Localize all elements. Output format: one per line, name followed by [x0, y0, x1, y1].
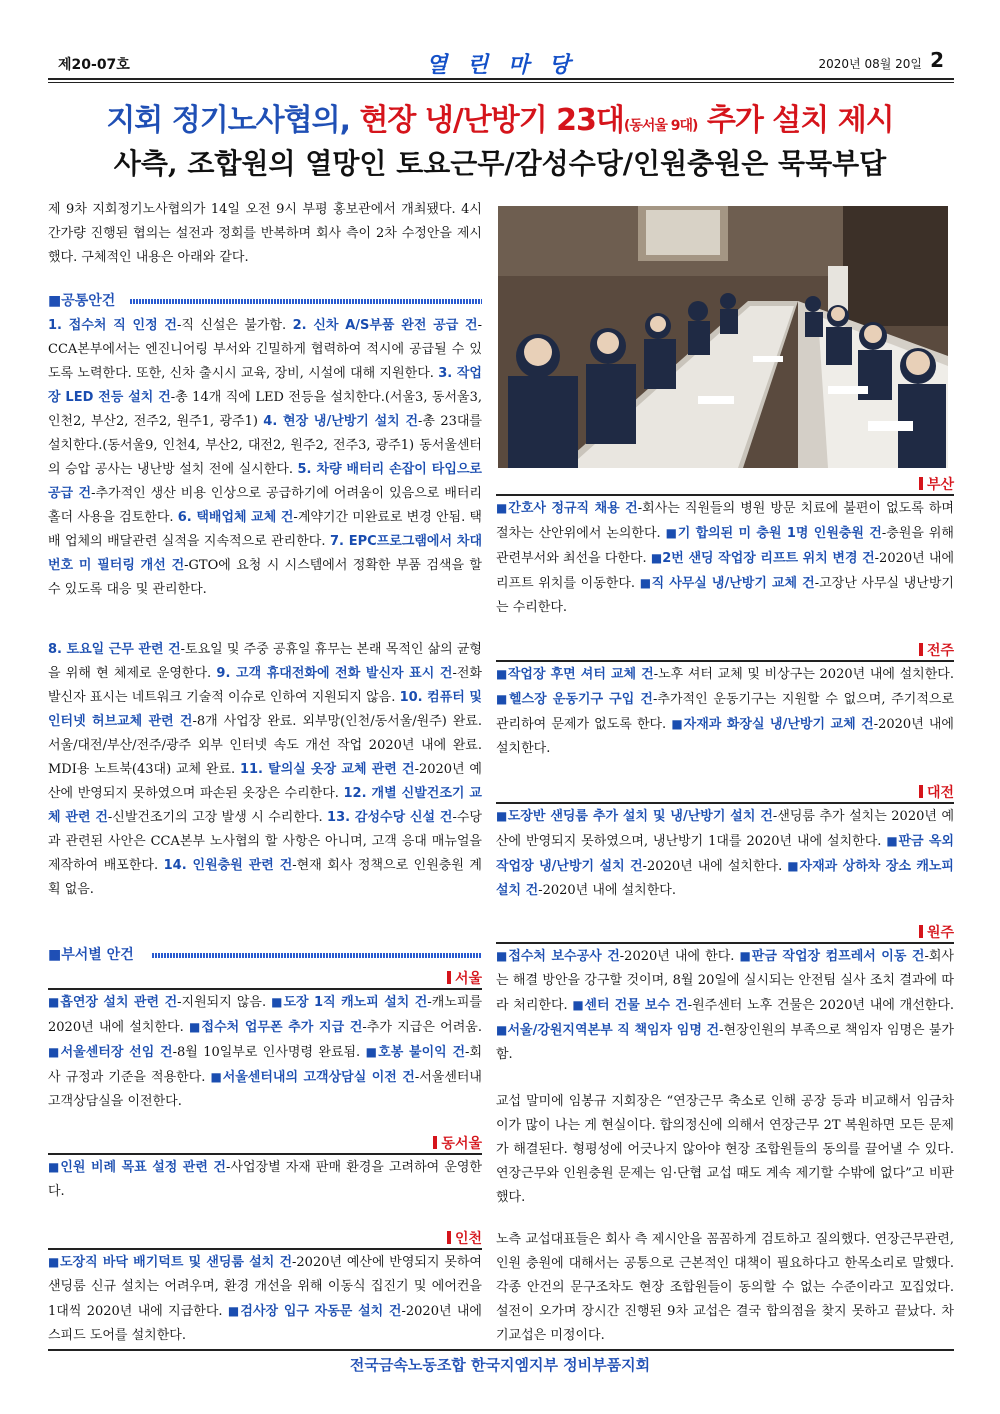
- bullet-square-icon: ■: [48, 1160, 61, 1174]
- region-tag-busan: [846, 474, 954, 494]
- agenda-item-body: -신발건조기의 고장 발생 시 수리한다.: [107, 810, 328, 825]
- common-heading-text: ■공통안건: [48, 293, 116, 309]
- meeting-photo: [498, 206, 948, 468]
- agenda-item-title: 흡연장 설치 관련 건: [60, 995, 178, 1010]
- agenda-item-title: 5. 차량 배터리 손잡이 타입으로 공급 건: [48, 462, 482, 501]
- agenda-item-body: -서울센터내 고객상담실을 이전한다.: [48, 1070, 482, 1109]
- agenda-item-body: -계약기간 미완료로 변경 안됨. 택배 업체의 배달관련 실적을 지속적으로 관리한다.: [48, 510, 482, 549]
- section-bar: [152, 953, 482, 958]
- agenda-paragraph: [48, 638, 482, 902]
- region-label: 서울: [454, 971, 482, 987]
- footer-union-name: 전국금속노동조합 한국지엠지부 정비부품지회: [349, 1356, 651, 1374]
- agenda-item-body: -현재 회사 정책으로 인원충원 계획 없음.: [48, 858, 482, 897]
- region-marker: [919, 925, 923, 938]
- agenda-item-title: 4. 현장 냉/난방기 설치 건: [263, 414, 419, 429]
- agenda-item-title: 10. 컴퓨터 및 인터넷 허브교체 관련 건: [48, 690, 482, 729]
- closing-paragraph-2: [496, 1228, 954, 1348]
- issue-date: 2020년 08월 20일: [818, 57, 922, 71]
- bullet-square-icon: ■: [365, 1045, 379, 1059]
- bullet-square-icon: ■: [48, 1045, 61, 1059]
- page-number: 2: [930, 48, 944, 72]
- bullet-square-icon: ■: [639, 576, 652, 590]
- headline: [40, 95, 960, 139]
- agenda-item-body: -추가적인 생산 비용 인상으로 공급하기에 어려움이 있음으로 배터리 홀더 사용을 검토한다.: [48, 486, 482, 525]
- region-marker: [919, 477, 923, 490]
- agenda-item-title: 도장반 샌딩룸 추가 설치 및 냉/난방기 설치 건: [507, 809, 773, 824]
- bullet-square-icon: ■: [496, 1023, 508, 1037]
- agenda-item-body: -노후 셔터 교체 및 비상구는 2020년 내에 설치한다.: [653, 667, 954, 682]
- agenda-item-body: -현장인원의 부족으로 책임자 임명은 불가함.: [496, 1023, 954, 1062]
- bullet-square-icon: ■: [48, 1255, 60, 1269]
- region-marker: [919, 643, 923, 656]
- agenda-item-title: 14. 인원충원 관련 건: [163, 858, 293, 873]
- bullet-square-icon: ■: [189, 1020, 202, 1034]
- agenda-item-body: -CCA본부에서는 엔진니어링 부서와 긴밀하게 협력하여 적시에 공급될 수 있도록 노력한다. 또한, 신차 출시시 교육, 장비, 시설에 대해 지원한다.: [48, 318, 483, 381]
- region-label: 동서울: [441, 1136, 482, 1152]
- agenda-item-title: 3. 작업장 LED 전등 설치 건: [48, 366, 482, 405]
- closing-paragraph-1: [496, 1090, 954, 1210]
- bullet-square-icon: ■: [886, 834, 899, 848]
- dept-section-heading: [48, 944, 482, 964]
- agenda-item-title: 자재과 상하차 장소 캐노피 설치 건: [496, 859, 954, 898]
- region-label: 전주: [926, 643, 954, 659]
- closing-text-2: 노측 교섭대표들은 회사 측 제시안을 꼼꼼하게 검토하고 질의했다. 연장근무관련, 인원 충원에 대해서는 공통으로 근본적인 대책이 필요하다고 한목소리로 말했다. 각종 안건의 문구조차도 현장 조합원들이 동의할 수 없는 수준이라고 꼬집었다. 설전이 오가며 장시간 진행된 9차 교섭은 결국 합의점을 찾지 못하고 끝났다. 차기교섭은 미정이다.: [496, 1232, 954, 1343]
- agenda-item-title: 11. 탈의실 옷장 교체 관련 건: [239, 762, 415, 777]
- agenda-paragraph: [496, 804, 954, 903]
- agenda-item-title: 헬스장 운동기구 구입 건: [508, 692, 653, 707]
- header-divider: [48, 78, 954, 80]
- headline-part1: 지회 정기노사협의,: [106, 103, 360, 138]
- agenda-item-title: 서울/강원지역본부 직 책임자 임명 건: [507, 1023, 720, 1038]
- incheon-items: [48, 1250, 482, 1348]
- region-tag-daejeon: [846, 782, 954, 802]
- agenda-item-body: -8개 사업장 완료. 외부망(인천/동서울/원주) 완료. 서울/대전/부산/전주/광주 외부 인터넷 속도 개선 작업 2020년 내에 완료. MDI용 노트북(43대) 교체 완료.: [48, 714, 482, 777]
- meeting-photo-illustration: [498, 206, 948, 468]
- region-label: 부산: [926, 477, 954, 493]
- agenda-item-title: 접수처 업무폰 추가 지급 건: [201, 1020, 363, 1035]
- agenda-item-title: 2번 샌딩 작업장 리프트 위치 변경 건: [662, 551, 875, 566]
- bullet-square-icon: ■: [271, 995, 284, 1009]
- agenda-item-title: 서울센터장 선임 건: [60, 1045, 173, 1060]
- agenda-item-body: -전화 발신자 표시는 네트워크 기술적 이슈로 인하여 지원되지 않음.: [48, 666, 482, 705]
- agenda-item-title: 도장 1직 캐노피 설치 건: [283, 995, 428, 1010]
- agenda-item-title: 호봉 불이익 건: [378, 1045, 466, 1060]
- region-tag-wonju: [846, 922, 954, 942]
- agenda-item-body: -8월 10일부로 인사명령 완료됨.: [172, 1045, 366, 1060]
- agenda-item-title: 인원 비례 목표 설정 관련 건: [60, 1160, 226, 1175]
- agenda-item-body: -지원되지 않음.: [177, 995, 272, 1010]
- bullet-square-icon: ■: [572, 998, 585, 1012]
- region-marker: [919, 785, 923, 798]
- agenda-item-body: -추가적인 운동기구는 지원할 수 없으며, 주기적으로 관리하여 문제가 없도록 한다.: [496, 692, 955, 732]
- agenda-item-title: 7. EPC프로그램에서 차대번호 미 필터링 개선 건: [48, 534, 482, 573]
- bullet-square-icon: ■: [496, 501, 509, 515]
- issue-number: 제20-07호: [58, 57, 130, 73]
- region-tag-jeonju: [846, 640, 954, 660]
- agenda-item-body: -2020년 예산에 반영되지 못하여 샌딩룸 신규 설치는 어려우며, 환경 개선을 위해 이동식 집진기 및 에어컨을 1대씩 2020년 내에 지급한다.: [48, 1255, 482, 1319]
- agenda-item-title: 검사장 입구 자동문 설치 건: [240, 1304, 402, 1319]
- intro-paragraph: [48, 198, 482, 270]
- agenda-item-title: 기 합의된 미 충원 1명 인원충원 건: [677, 526, 882, 541]
- agenda-item-title: 12. 개별 신발건조기 교체 관련 건: [48, 786, 482, 825]
- headline-part3: (동서울 9대): [623, 118, 698, 134]
- bullet-square-icon: ■: [496, 692, 509, 706]
- agenda-item-title: 1. 접수처 직 인정 건: [48, 318, 177, 333]
- bullet-square-icon: ■: [671, 717, 684, 731]
- agenda-item-title: 직 사무실 냉/난방기 교체 건: [651, 576, 815, 591]
- agenda-item-body: -총 23대를 설치한다.(동서울9, 인천4, 부산2, 대전2, 원주2, 전주3, 광주1) 동서울센터의 승압 공사는 냉난방 설치 전에 실시한다.: [48, 414, 482, 477]
- agenda-item-title: 판금 옥외작업장 냉/난방기 설치 건: [496, 834, 954, 874]
- header-divider-thin: [48, 82, 954, 83]
- jeonju-items: [496, 662, 954, 761]
- agenda-item-title: 자재과 화장실 냉/난방기 교체 건: [683, 717, 874, 732]
- region-tag-dongseoul: [380, 1133, 482, 1153]
- intro-text: 제 9차 지회정기노사협의가 14일 오전 9시 부평 홍보관에서 개최됐다. 4시간가량 진행된 협의는 설전과 정회를 반복하며 회사 측이 2차 수정안을 제시했다. 구체적인 내용은 아래와 같다.: [48, 202, 482, 265]
- agenda-item-body: -2020년 내에 설치한다.: [538, 883, 676, 898]
- bullet-square-icon: ■: [496, 949, 509, 963]
- agenda-item-body: -2020년 내에 설치한다.: [496, 717, 954, 756]
- agenda-item-title: 서울센터내의 고객상담실 이전 건: [222, 1070, 415, 1085]
- agenda-item-body: -2020년 내에 리프트 위치를 이동한다.: [496, 551, 955, 591]
- region-label: 대전: [926, 785, 954, 801]
- region-tag-seoul: [380, 968, 482, 988]
- agenda-item-body: -토요일 및 주중 공휴일 휴무는 본래 목적인 삶의 균형을 위해 현 체제로 운영한다.: [48, 642, 482, 681]
- bullet-square-icon: ■: [496, 667, 508, 681]
- dongseoul-items: [48, 1155, 482, 1204]
- daejeon-items: [496, 804, 954, 903]
- region-marker: [447, 1231, 451, 1244]
- agenda-item-title: 6. 택배업체 교체 건: [177, 510, 294, 525]
- agenda-item-body: -고장난 사무실 냉난방기는 수리한다.: [496, 576, 954, 615]
- agenda-paragraph: [48, 1155, 482, 1204]
- bullet-square-icon: ■: [227, 1304, 241, 1318]
- region-marker: [433, 1136, 437, 1149]
- headline-part2: 현장 냉/난방기 23대: [359, 103, 624, 138]
- agenda-item-body: -원주센터 노후 건물은 2020년 내에 개선한다.: [687, 998, 955, 1013]
- agenda-item-title: 센터 건물 보수 건: [584, 998, 688, 1013]
- agenda-paragraph: [48, 1250, 482, 1348]
- agenda-item-title: 2. 신차 A/S부품 완전 공급 건: [292, 318, 478, 333]
- agenda-paragraph: [48, 990, 482, 1114]
- agenda-item-title: 도장직 바닥 배기덕트 및 샌딩룸 설치 건: [60, 1255, 293, 1270]
- bullet-square-icon: ■: [739, 949, 752, 963]
- agenda-item-title: 판금 작업장 컴프레서 이동 건: [751, 949, 925, 964]
- agenda-item-body: -2020년 내에 한다.: [619, 949, 740, 964]
- agenda-item-body: -GTO에 요청 시 시스템에서 정확한 부품 검색을 할 수 있도록 대응 및 관리한다.: [48, 558, 482, 597]
- agenda-item-body: -회사 규정과 기준을 적용한다.: [48, 1045, 482, 1085]
- agenda-item-body: -수당과 관련된 사안은 CCA본부 노사협의 할 사항은 아니며, 고객 응대 매뉴얼을 제작하여 배포한다.: [48, 810, 482, 873]
- newsletter-title: 열 린 마 당: [426, 53, 576, 78]
- footer-divider: [48, 1349, 954, 1351]
- region-marker: [447, 971, 451, 984]
- subheadline: 사측, 조합원의 열망인 토요근무/감성수당/인원충원은 묵묵부답: [113, 147, 887, 180]
- agenda-item-body: -캐노피를 2020년 내에 설치한다.: [48, 995, 482, 1035]
- agenda-item-body: -2020년 예산에 반영되지 못하였으며 파손된 옷장은 수리한다.: [48, 762, 482, 801]
- common-items-part1: [48, 314, 482, 602]
- agenda-item-body: -총 14개 직에 LED 전등을 설치한다.(서울3, 동서울3, 인천2, 부산2, 전주2, 원주1, 광주1): [48, 390, 482, 429]
- agenda-item-body: -2020년 내에 설치한다.: [642, 859, 788, 874]
- agenda-item-title: 접수처 보수공사 건: [508, 949, 620, 964]
- agenda-item-body: -회사는 해결 방안을 강구할 것이며, 8월 20일에 실시되는 안전팀 실사 조치 결과에 따라 처리한다.: [496, 949, 954, 1013]
- seoul-items: [48, 990, 482, 1114]
- bullet-square-icon: ■: [665, 526, 678, 540]
- page-header: [48, 44, 954, 80]
- bullet-square-icon: ■: [787, 859, 800, 873]
- section-bar: [130, 299, 482, 304]
- agenda-paragraph: [496, 944, 954, 1067]
- agenda-item-title: 간호사 정규직 채용 건: [508, 501, 638, 516]
- agenda-item-body: -직 신설은 불가함.: [176, 318, 293, 333]
- common-items-part2: [48, 638, 482, 902]
- headline-part4: 추가 설치 제시: [697, 103, 894, 138]
- agenda-item-body: -2020년 내에 스피드 도어를 설치한다.: [48, 1304, 482, 1343]
- dept-heading-text: ■부서별 안건: [48, 947, 134, 963]
- bullet-square-icon: ■: [496, 809, 508, 823]
- agenda-item-body: -사업장별 자재 판매 환경을 고려하여 운영한다.: [48, 1160, 482, 1199]
- agenda-paragraph: [496, 496, 954, 620]
- agenda-item-body: -충원을 위해 관련부서와 최선을 다한다.: [496, 526, 954, 566]
- busan-items: [496, 496, 954, 620]
- agenda-item-title: 13. 감성수당 신설 건: [327, 810, 453, 825]
- agenda-item-title: 8. 토요일 근무 관련 건: [48, 642, 181, 657]
- bullet-square-icon: ■: [48, 995, 61, 1009]
- region-tag-incheon: [380, 1228, 482, 1248]
- agenda-paragraph: [496, 662, 954, 761]
- closing-text-1: 교섭 말미에 임봉규 지회장은 “연장근무 축소로 인해 공장 등과 비교해서 임금차이가 많이 나는 게 현실이다. 합의정신에 의해서 연장근무 2T 복원하면 모든 문제가 해결된다. 형평성에 어긋나지 않아야 현장 조합원들의 동의를 끌어낼 수 있다. 연장근무와 인원충원 문제는 임·단협 교섭 때도 계속 제기할 수밖에 없다”고 비판했다.: [496, 1094, 954, 1205]
- agenda-item-body: -샌딩룸 추가 설치는 2020년 예산에 반영되지 못하였으며, 냉난방기 1대를 2020년 내에 설치한다.: [496, 809, 955, 849]
- agenda-item-title: 9. 고객 휴대전화에 전화 발신자 표시 건: [216, 666, 453, 681]
- bullet-square-icon: ■: [210, 1070, 223, 1084]
- agenda-paragraph: [48, 314, 482, 602]
- agenda-item-title: 작업장 후면 셔터 교체 건: [507, 667, 654, 682]
- common-section-heading: [48, 290, 482, 310]
- region-label: 인천: [454, 1231, 482, 1247]
- region-label: 원주: [926, 925, 954, 941]
- bullet-square-icon: ■: [650, 551, 663, 565]
- wonju-items: [496, 944, 954, 1067]
- agenda-item-body: -추가 지급은 어려움.: [362, 1020, 482, 1035]
- agenda-item-body: -회사는 직원들의 병원 방문 치료에 불편이 없도록 하며 절차는 산안위에서 논의한다.: [496, 501, 954, 541]
